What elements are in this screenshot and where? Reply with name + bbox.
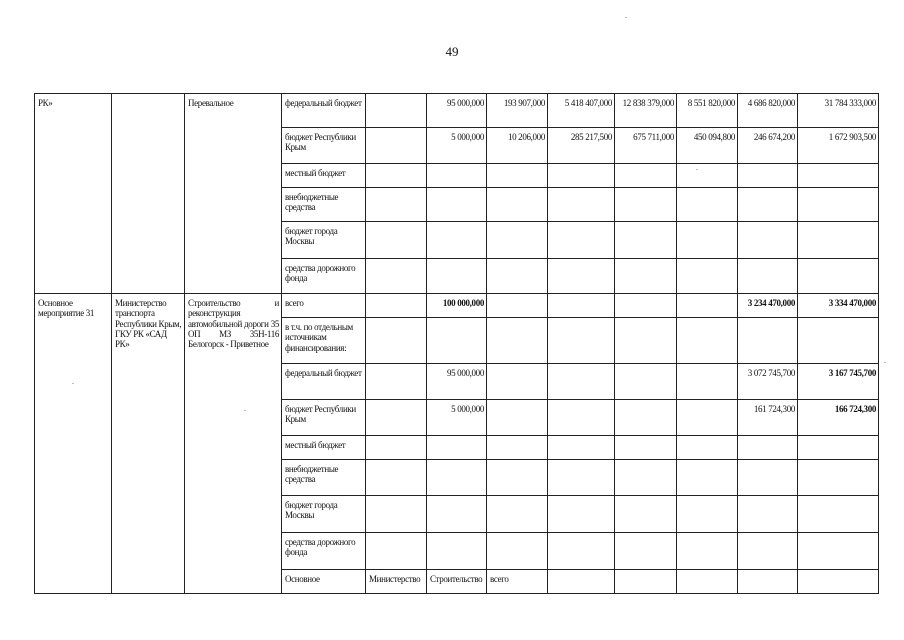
amount-cell bbox=[677, 222, 738, 259]
amount-cell bbox=[615, 364, 677, 400]
funding-source-cell: местный бюджет bbox=[282, 164, 366, 188]
amount-cell bbox=[738, 259, 798, 294]
amount-cell bbox=[487, 294, 548, 318]
amount-cell bbox=[548, 460, 615, 496]
amount-cell bbox=[798, 533, 879, 570]
amount-cell: 161 724,300 bbox=[738, 400, 798, 436]
scan-speck bbox=[625, 17, 627, 18]
funding-source-cell: федеральный бюджет bbox=[282, 364, 366, 400]
amount-cell: 100 000,000 bbox=[427, 294, 487, 318]
amount-cell: 3 334 470,000 bbox=[798, 294, 879, 318]
amount-cell bbox=[487, 400, 548, 436]
amount-cell: 285 217,500 bbox=[548, 128, 615, 164]
page-number: 49 bbox=[445, 44, 459, 59]
amount-cell bbox=[487, 318, 548, 364]
amount-cell bbox=[798, 222, 879, 259]
amount-cell bbox=[615, 436, 677, 460]
amount-cell bbox=[677, 259, 738, 294]
project-cell: Строительство и реконструкция автомобильной дороги 35 ОП МЗ 35Н-116 Белогорск - Приветное bbox=[185, 294, 282, 594]
amount-cell bbox=[738, 570, 798, 594]
funding-source-cell: в т.ч. по отдельным источникам финансирования: bbox=[282, 318, 366, 364]
amount-cell bbox=[738, 533, 798, 570]
amount-cell bbox=[427, 496, 487, 533]
amount-cell bbox=[798, 188, 879, 222]
amount-cell bbox=[548, 364, 615, 400]
scan-speck bbox=[884, 362, 886, 363]
amount-cell bbox=[427, 533, 487, 570]
amount-cell: 31 784 333,000 bbox=[798, 94, 879, 128]
budget-table bbox=[34, 93, 879, 594]
amount-cell bbox=[487, 436, 548, 460]
amount-cell bbox=[738, 222, 798, 259]
amount-cell bbox=[615, 570, 677, 594]
amount-cell bbox=[738, 188, 798, 222]
amount-cell: 8 551 820,000 bbox=[677, 94, 738, 128]
amount-cell bbox=[548, 222, 615, 259]
amount-cell bbox=[366, 188, 427, 222]
project-cell: Перевальное bbox=[185, 94, 282, 294]
amount-cell bbox=[548, 533, 615, 570]
amount-cell bbox=[548, 318, 615, 364]
amount-cell: 5 418 407,000 bbox=[548, 94, 615, 128]
amount-cell bbox=[798, 318, 879, 364]
amount-cell: 166 724,300 bbox=[798, 400, 879, 436]
amount-cell bbox=[487, 259, 548, 294]
amount-cell bbox=[366, 164, 427, 188]
amount-cell bbox=[548, 188, 615, 222]
amount-cell bbox=[487, 222, 548, 259]
amount-cell: 10 206,000 bbox=[487, 128, 548, 164]
amount-cell: 5 000,000 bbox=[427, 400, 487, 436]
amount-cell bbox=[487, 496, 548, 533]
amount-cell bbox=[487, 533, 548, 570]
amount-cell bbox=[366, 222, 427, 259]
amount-cell bbox=[798, 570, 879, 594]
amount-cell: 3 072 745,700 bbox=[738, 364, 798, 400]
amount-cell: 3 234 470,000 bbox=[738, 294, 798, 318]
amount-cell: 193 907,000 bbox=[487, 94, 548, 128]
funding-source-cell: средства дорожного фонда bbox=[282, 259, 366, 294]
amount-cell: 675 711,000 bbox=[615, 128, 677, 164]
amount-cell bbox=[738, 460, 798, 496]
funding-source-cell: местный бюджет bbox=[282, 436, 366, 460]
amount-cell bbox=[366, 533, 427, 570]
amount-cell bbox=[366, 496, 427, 533]
funding-source-cell: бюджет города Москвы bbox=[282, 496, 366, 533]
amount-cell bbox=[798, 460, 879, 496]
amount-cell bbox=[427, 460, 487, 496]
amount-cell bbox=[548, 436, 615, 460]
amount-cell bbox=[548, 496, 615, 533]
amount-cell bbox=[366, 436, 427, 460]
amount-cell bbox=[366, 128, 427, 164]
table-row bbox=[35, 294, 879, 318]
amount-cell bbox=[487, 164, 548, 188]
executor-cell: Министерство транспорта Республики Крым, ГКУ РК «САД РК» bbox=[112, 294, 185, 594]
amount-cell bbox=[427, 436, 487, 460]
amount-cell bbox=[615, 318, 677, 364]
amount-cell bbox=[487, 460, 548, 496]
amount-cell bbox=[677, 436, 738, 460]
amount-cell bbox=[427, 259, 487, 294]
amount-cell bbox=[677, 294, 738, 318]
amount-cell bbox=[548, 400, 615, 436]
amount-cell bbox=[366, 364, 427, 400]
amount-cell bbox=[548, 164, 615, 188]
funding-source-cell: бюджет Республики Крым bbox=[282, 128, 366, 164]
amount-cell: 246 674,200 bbox=[738, 128, 798, 164]
amount-cell bbox=[738, 436, 798, 460]
amount-cell bbox=[615, 460, 677, 496]
amount-cell bbox=[738, 496, 798, 533]
amount-cell bbox=[366, 259, 427, 294]
amount-cell bbox=[798, 164, 879, 188]
funding-source-cell: федеральный бюджет bbox=[282, 94, 366, 128]
amount-cell bbox=[548, 294, 615, 318]
scan-speck bbox=[244, 410, 246, 411]
funding-source-cell: всего bbox=[282, 294, 366, 318]
scan-speck bbox=[72, 383, 74, 384]
amount-cell bbox=[548, 570, 615, 594]
amount-cell bbox=[615, 222, 677, 259]
amount-cell bbox=[615, 259, 677, 294]
measure-cell: Основное мероприятие 31 bbox=[35, 294, 112, 594]
amount-cell: 4 686 820,000 bbox=[738, 94, 798, 128]
amount-cell bbox=[677, 318, 738, 364]
amount-cell bbox=[677, 164, 738, 188]
funding-source-cell: внебюджетные средства bbox=[282, 460, 366, 496]
scan-speck bbox=[696, 169, 698, 170]
amount-cell bbox=[427, 318, 487, 364]
measure-cell: Основное bbox=[282, 570, 366, 594]
amount-cell bbox=[487, 364, 548, 400]
amount-cell bbox=[366, 460, 427, 496]
amount-cell bbox=[677, 460, 738, 496]
amount-cell bbox=[677, 533, 738, 570]
amount-cell bbox=[677, 364, 738, 400]
amount-cell bbox=[615, 294, 677, 318]
funding-source-cell: бюджет Республики Крым bbox=[282, 400, 366, 436]
amount-cell bbox=[427, 164, 487, 188]
executor-cell bbox=[112, 94, 185, 294]
amount-cell bbox=[677, 400, 738, 436]
amount-cell bbox=[615, 533, 677, 570]
funding-source-cell: всего bbox=[487, 570, 548, 594]
amount-cell bbox=[798, 496, 879, 533]
amount-cell: 5 000,000 bbox=[427, 128, 487, 164]
amount-cell bbox=[615, 188, 677, 222]
amount-cell: 1 672 903,500 bbox=[798, 128, 879, 164]
amount-cell bbox=[548, 259, 615, 294]
table-row bbox=[35, 94, 879, 128]
amount-cell bbox=[366, 294, 427, 318]
amount-cell: 12 838 379,000 bbox=[615, 94, 677, 128]
funding-source-cell: бюджет города Москвы bbox=[282, 222, 366, 259]
amount-cell: 95 000,000 bbox=[427, 94, 487, 128]
amount-cell bbox=[366, 318, 427, 364]
budget-table-body bbox=[35, 94, 879, 594]
project-cell: Строительство bbox=[427, 570, 487, 594]
amount-cell bbox=[615, 400, 677, 436]
funding-source-cell: внебюджетные средства bbox=[282, 188, 366, 222]
amount-cell bbox=[615, 496, 677, 533]
amount-cell bbox=[677, 496, 738, 533]
amount-cell bbox=[677, 188, 738, 222]
amount-cell bbox=[427, 222, 487, 259]
amount-cell bbox=[798, 436, 879, 460]
amount-cell bbox=[738, 318, 798, 364]
amount-cell bbox=[738, 164, 798, 188]
amount-cell bbox=[427, 188, 487, 222]
measure-cell: РК» bbox=[35, 94, 112, 294]
amount-cell: 95 000,000 bbox=[427, 364, 487, 400]
amount-cell bbox=[615, 164, 677, 188]
amount-cell bbox=[677, 570, 738, 594]
amount-cell bbox=[366, 400, 427, 436]
amount-cell: 3 167 745,700 bbox=[798, 364, 879, 400]
amount-cell bbox=[366, 94, 427, 128]
executor-cell: Министерство bbox=[366, 570, 427, 594]
amount-cell bbox=[487, 188, 548, 222]
amount-cell: 450 094,800 bbox=[677, 128, 738, 164]
funding-source-cell: средства дорожного фонда bbox=[282, 533, 366, 570]
amount-cell bbox=[798, 259, 879, 294]
